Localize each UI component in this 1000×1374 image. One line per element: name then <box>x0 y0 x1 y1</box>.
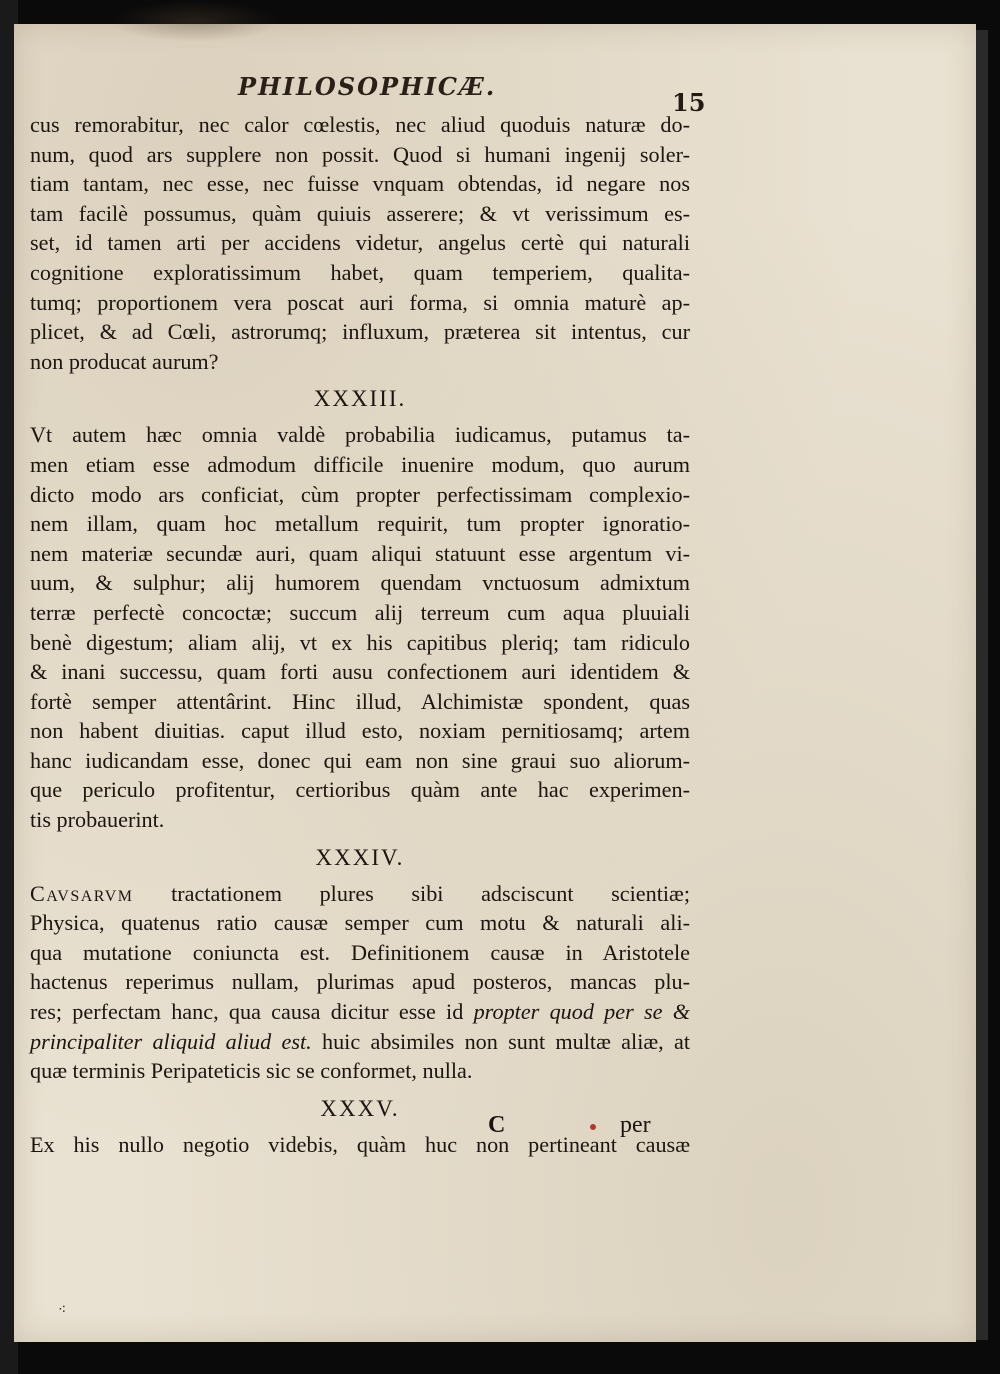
text-line: quæ terminis Peripateticis sic se conformet, nulla. <box>30 1058 473 1084</box>
small-caps-lead: Cavsarvm <box>30 880 134 906</box>
text-line: & inani successu, quam forti ausu confectionem auri identidem & <box>30 659 690 685</box>
text-line: nem materiæ secundæ auri, quam aliqui statuunt esse argentum vi- <box>30 540 690 566</box>
text-line: que periculo profitentur, certioribus quàm ante hac experimen- <box>30 777 690 803</box>
running-head: PHILOSOPHICÆ. <box>238 72 497 101</box>
text-line: tumq; proportionem vera poscat auri forma, si omnia maturè ap- <box>30 289 690 315</box>
paragraph-3 <box>30 879 690 1086</box>
text-line: men etiam esse admodum difficile inuenire modum, quo aurum <box>30 451 690 477</box>
text-line: non producat aurum? <box>30 348 219 374</box>
text-run: huic absimiles non sunt multæ aliæ, at <box>311 1028 690 1054</box>
italic-run: propter quod per se & <box>473 999 690 1025</box>
margin-mark: ⁖ <box>58 1302 67 1318</box>
italic-run: principaliter aliquid aliud est. <box>30 1028 312 1054</box>
text-line: tis probauerint. <box>30 807 165 833</box>
text-line: cus remorabitur, nec calor cœlestis, nec aliud quoduis naturæ do- <box>30 112 690 137</box>
text-line: qua mutatione coniuncta est. Definitionem causæ in Aristotele <box>30 939 690 965</box>
paragraph-2 <box>30 420 690 834</box>
text-line: Vt autem hæc omnia valdè probabilia iudicamus, putamus ta- <box>30 422 690 448</box>
text-line: Ex his nullo negotio videbis, quàm huc non pertineant causæ <box>30 1131 690 1157</box>
text-line: non habent diuitias. caput illud esto, noxiam pernitiosamq; artem <box>30 718 690 744</box>
catchword: per <box>620 1112 651 1138</box>
text-line: hactenus reperimus nullam, plurimas apud posteros, mancas plu- <box>30 969 690 995</box>
paper-stain <box>110 0 280 42</box>
text-line <box>30 879 690 909</box>
text-run: res; perfectam hanc, qua causa dicitur esse id <box>30 999 474 1025</box>
text-line: Physica, quatenus ratio causæ semper cum motu & naturali ali- <box>30 910 690 936</box>
paragraph-4 <box>30 1130 690 1160</box>
text-line: fortè semper attentârint. Hinc illud, Alchimistæ spondent, quas <box>30 688 690 714</box>
text-line: dicto modo ars conficiat, cùm propter perfectissimam complexio- <box>30 481 690 507</box>
text-line: tiam tantam, nec esse, nec fuisse vnquam obtendas, id negare nos <box>30 171 690 197</box>
page-number: 15 <box>672 88 706 117</box>
text-line: benè digestum; aliam alij, vt ex his capitibus pleriq; tam ridiculo <box>30 629 690 655</box>
text-line: cognitione exploratissimum habet, quam temperiem, qualita- <box>30 259 690 285</box>
text-line: terræ perfectè concoctæ; succum alij terreum cum aqua pluuiali <box>30 599 690 625</box>
signature-mark: C <box>488 1112 506 1138</box>
text-line: nem illam, quam hoc metallum requirit, tum propter ignoratio- <box>30 511 690 537</box>
text-line: num, quod ars supplere non possit. Quod si humani ingenij soler- <box>30 141 690 167</box>
text-line: hanc iudicandam esse, donec qui eam non sine graui suo aliorum- <box>30 747 690 773</box>
text-line: uum, & sulphur; alij humorem quendam vnctuosum admixtum <box>30 570 690 596</box>
section-heading-xxxiv: XXXIV. <box>315 844 405 870</box>
paragraph-1 <box>30 110 690 376</box>
text-line: tam facilè possumus, quàm quiuis asserere; & vt verissimum es- <box>30 200 690 226</box>
section-heading-xxxv: XXXV. <box>320 1095 400 1121</box>
red-dot <box>590 1124 596 1130</box>
page-edge <box>976 30 988 1340</box>
text-run: tractationem plures sibi adsciscunt scientiæ; <box>133 880 690 906</box>
text-line <box>30 1027 690 1057</box>
text-block <box>30 110 690 1159</box>
margin-mark: ˴ <box>6 128 12 149</box>
text-line: plicet, & ad Cœli, astrorumq; influxum, præterea sit intentus, cur <box>30 319 690 345</box>
section-heading-xxxiii: XXXIII. <box>313 386 407 412</box>
text-line <box>30 997 690 1027</box>
text-line: set, id tamen arti per accidens videtur, angelus certè qui naturali <box>30 230 690 256</box>
